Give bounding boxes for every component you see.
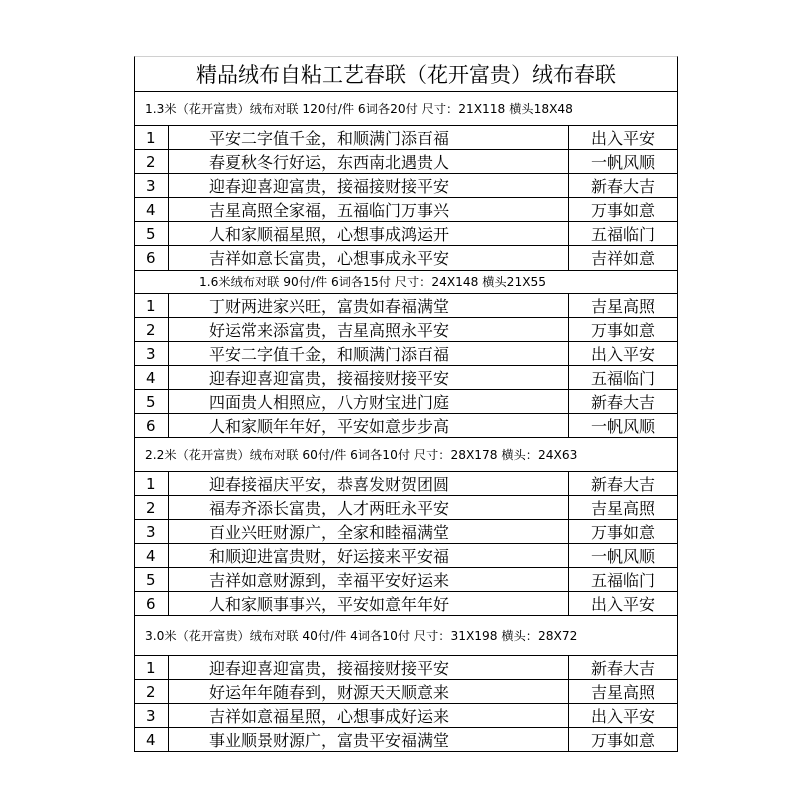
horizontal-scroll-text: 万事如意 [590, 731, 655, 750]
row-number: 3 [135, 704, 169, 727]
couplet-text: 迎春接福庆平安，恭喜发财贺团圆 [169, 472, 569, 495]
horizontal-scroll-text: 出入平安 [590, 345, 655, 364]
section-4 [135, 616, 677, 752]
couplet-text: 人和家顺事事兴，平安如意年年好 [169, 592, 569, 615]
couplet-text: 百业兴旺财源广，全家和睦福满堂 [169, 520, 569, 543]
section-1 [135, 92, 677, 270]
horizontal-scroll-text: 出入平安 [590, 595, 655, 614]
horizontal-scroll-text: 五福临门 [590, 369, 655, 388]
couplet-text: 好运年年随春到，财源天天顺意来 [169, 680, 569, 703]
couplet-text: 四面贵人相照应，八方财宝进门庭 [169, 390, 569, 413]
horizontal-scroll-text: 五福临门 [590, 571, 655, 590]
row-number: 3 [135, 174, 169, 197]
couplet-text: 迎春迎喜迎富贵，接福接财接平安 [169, 174, 569, 197]
table-row [135, 680, 677, 704]
row-number: 2 [135, 496, 169, 519]
table-row [135, 342, 677, 366]
table-row [135, 294, 677, 318]
horizontal-scroll-text: 一帆风顺 [590, 153, 655, 172]
couplet-text: 和顺迎进富贵财，好运接来平安福 [169, 544, 569, 567]
table-row [135, 656, 677, 680]
table-row [135, 496, 677, 520]
table-row [135, 568, 677, 592]
sheet-title: 精品绒布自粘工艺春联（花开富贵）绒布春联 [135, 57, 677, 92]
row-number: 4 [135, 728, 169, 751]
couplet-text: 迎春迎喜迎富贵，接福接财接平安 [169, 366, 569, 389]
table-row [135, 414, 677, 438]
row-number: 6 [135, 414, 169, 437]
row-number: 1 [135, 294, 169, 317]
horizontal-scroll-text: 吉祥如意 [590, 249, 655, 268]
couplet-text: 春夏秋冬行好运，东西南北遇贵人 [169, 150, 569, 173]
horizontal-scroll-text: 吉星高照 [590, 499, 655, 518]
row-number: 2 [135, 680, 169, 703]
row-number: 3 [135, 520, 169, 543]
row-number: 5 [135, 568, 169, 591]
couplet-text: 丁财两进家兴旺，富贵如春福满堂 [169, 294, 569, 317]
table-row [135, 198, 677, 222]
horizontal-scroll-text: 新春大吉 [590, 177, 655, 196]
row-number: 1 [135, 656, 169, 679]
horizontal-scroll-text: 五福临门 [590, 225, 655, 244]
row-number: 6 [135, 246, 169, 270]
couplet-text: 人和家顺福星照，心想事成鸿运开 [169, 222, 569, 245]
table-row [135, 592, 677, 616]
table-row [135, 544, 677, 568]
row-number: 2 [135, 318, 169, 341]
horizontal-scroll-text: 出入平安 [590, 129, 655, 148]
row-number: 5 [135, 222, 169, 245]
section-header: 3.0米（花开富贵）绒布对联 40付/件 4词各10付 尺寸：31X198 横头：28X72 [135, 616, 677, 656]
couplet-text: 福寿齐添长富贵，人才两旺永平安 [169, 496, 569, 519]
couplet-text: 迎春迎喜迎富贵，接福接财接平安 [169, 656, 569, 679]
section-2 [135, 270, 677, 438]
couplet-text: 好运常来添富贵，吉星高照永平安 [169, 318, 569, 341]
couplet-text: 平安二字值千金，和顺满门添百福 [169, 342, 569, 365]
table-row [135, 126, 677, 150]
horizontal-scroll-text: 新春大吉 [590, 659, 655, 678]
table-row [135, 728, 677, 752]
horizontal-scroll-text: 万事如意 [590, 201, 655, 220]
row-number: 1 [135, 472, 169, 495]
horizontal-scroll-text: 新春大吉 [590, 475, 655, 494]
table-row [135, 222, 677, 246]
horizontal-scroll-text: 吉星高照 [590, 297, 655, 316]
table-row [135, 318, 677, 342]
row-number: 4 [135, 366, 169, 389]
couplet-text: 平安二字值千金，和顺满门添百福 [169, 126, 569, 149]
row-number: 6 [135, 592, 169, 615]
horizontal-scroll-text: 万事如意 [590, 321, 655, 340]
couplet-text: 吉祥如意财源到，幸福平安好运来 [169, 568, 569, 591]
couplet-text: 人和家顺年年好，平安如意步步高 [169, 414, 569, 437]
table-row [135, 150, 677, 174]
section-header: 2.2米（花开富贵）绒布对联 60付/件 6词各10付 尺寸：28X178 横头：24X63 [135, 438, 677, 472]
horizontal-scroll-text: 新春大吉 [590, 393, 655, 412]
table-row [135, 520, 677, 544]
row-number: 4 [135, 544, 169, 567]
table-row [135, 390, 677, 414]
table-row [135, 472, 677, 496]
table-row [135, 246, 677, 270]
couplet-text: 事业顺景财源广，富贵平安福满堂 [169, 728, 569, 751]
section-3 [135, 438, 677, 616]
horizontal-scroll-text: 吉星高照 [590, 683, 655, 702]
row-number: 5 [135, 390, 169, 413]
horizontal-scroll-text: 出入平安 [590, 707, 655, 726]
horizontal-scroll-text: 一帆风顺 [590, 417, 655, 436]
table-row [135, 174, 677, 198]
couplet-text: 吉星高照全家福，五福临门万事兴 [169, 198, 569, 221]
row-number: 2 [135, 150, 169, 173]
table-row [135, 366, 677, 390]
couplet-price-sheet [134, 56, 678, 752]
table-row [135, 704, 677, 728]
horizontal-scroll-text: 万事如意 [590, 523, 655, 542]
row-number: 4 [135, 198, 169, 221]
couplet-text: 吉祥如意福星照，心想事成好运来 [169, 704, 569, 727]
section-header: 1.3米（花开富贵）绒布对联 120付/件 6词各20付 尺寸：21X118 横头18X48 [135, 92, 677, 126]
row-number: 1 [135, 126, 169, 149]
section-header: 1.6米绒布对联 90付/件 6词各15付 尺寸：24X148 横头21X55 [135, 270, 677, 294]
couplet-text: 吉祥如意长富贵，心想事成永平安 [169, 246, 569, 270]
horizontal-scroll-text: 一帆风顺 [590, 547, 655, 566]
row-number: 3 [135, 342, 169, 365]
